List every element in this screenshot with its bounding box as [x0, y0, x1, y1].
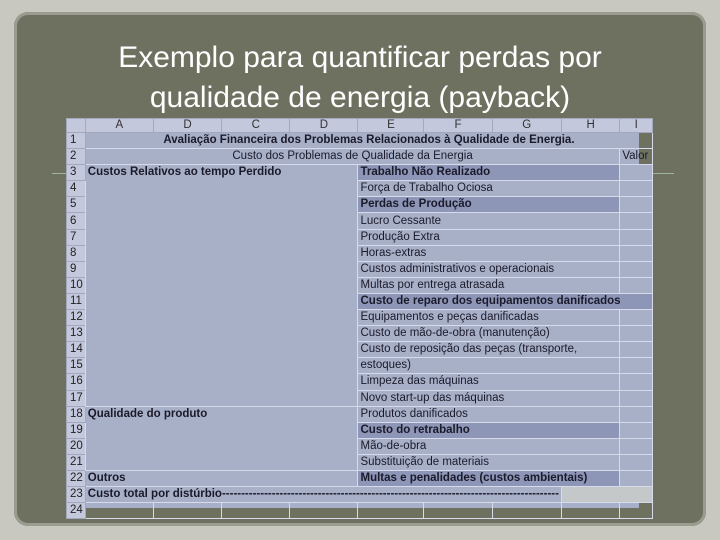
row-number[interactable]: 1 — [67, 133, 86, 149]
item-cell[interactable]: Equipamentos e peças danificadas — [358, 310, 620, 326]
value-cell[interactable] — [620, 197, 653, 213]
value-cell[interactable] — [620, 390, 653, 406]
row-number[interactable]: 18 — [67, 406, 86, 422]
total-value-cell[interactable] — [561, 487, 652, 503]
value-cell[interactable] — [620, 454, 653, 470]
corner-cell[interactable] — [67, 119, 86, 133]
row-number[interactable]: 4 — [67, 181, 86, 197]
value-cell[interactable] — [620, 326, 653, 342]
title-line-1: Exemplo para quantificar perdas por — [118, 41, 602, 74]
value-cell[interactable] — [620, 261, 653, 277]
value-cell[interactable] — [620, 245, 653, 261]
spreadsheet — [66, 118, 649, 517]
category-other[interactable]: Outros — [85, 470, 358, 486]
cell[interactable] — [492, 503, 561, 519]
row-number[interactable]: 23 — [67, 487, 86, 503]
item-cell[interactable]: Trabalho Não Realizado — [358, 165, 620, 181]
value-cell[interactable] — [620, 229, 653, 245]
row-number[interactable]: 10 — [67, 277, 86, 293]
column-header-row — [67, 119, 653, 133]
row-number[interactable]: 15 — [67, 358, 86, 374]
value-cell[interactable] — [620, 374, 653, 390]
item-cell[interactable]: Produção Extra — [358, 229, 620, 245]
item-cell[interactable]: Lucro Cessante — [358, 213, 620, 229]
item-cell[interactable]: Custos administrativos e operacionais — [358, 261, 620, 277]
row-number[interactable]: 9 — [67, 261, 86, 277]
row-number[interactable]: 3 — [67, 165, 86, 181]
row-number[interactable]: 24 — [67, 503, 86, 519]
spreadsheet-table — [66, 118, 653, 519]
col-header[interactable]: D — [153, 119, 221, 133]
item-cell[interactable]: Custo de mão-de-obra (manutenção) — [358, 326, 620, 342]
row-number[interactable]: 5 — [67, 197, 86, 213]
sheet-heading[interactable]: Avaliação Financeira dos Problemas Relacionados à Qualidade de Energia. — [85, 133, 652, 149]
item-cell[interactable]: Produtos danificados — [358, 406, 620, 422]
row-number[interactable]: 13 — [67, 326, 86, 342]
value-cell[interactable] — [620, 165, 653, 181]
row-number[interactable]: 11 — [67, 293, 86, 309]
cell[interactable] — [561, 503, 619, 519]
value-header[interactable]: Valor — [620, 149, 653, 165]
row-number[interactable]: 14 — [67, 342, 86, 358]
table-row — [67, 406, 653, 422]
cell[interactable] — [620, 503, 653, 519]
item-cell[interactable]: Multas e penalidades (custos ambientais) — [358, 470, 620, 486]
category-time-lost[interactable]: Custos Relativos ao tempo Perdido — [85, 165, 358, 406]
row-number[interactable]: 6 — [67, 213, 86, 229]
value-cell[interactable] — [620, 213, 653, 229]
table-row — [67, 133, 653, 149]
row-number[interactable]: 8 — [67, 245, 86, 261]
cell[interactable] — [85, 503, 153, 519]
item-cell[interactable]: Força de Trabalho Ociosa — [358, 181, 620, 197]
col-header[interactable]: F — [424, 119, 492, 133]
title-line-2: qualidade de energia (payback) — [149, 81, 571, 114]
cell[interactable] — [153, 503, 221, 519]
table-row — [67, 470, 653, 486]
cell[interactable] — [290, 503, 358, 519]
value-cell[interactable] — [620, 438, 653, 454]
category-product-quality[interactable]: Qualidade do produto — [85, 406, 358, 470]
value-cell[interactable] — [620, 358, 653, 374]
table-row — [67, 503, 653, 519]
cell[interactable] — [222, 503, 290, 519]
row-number[interactable]: 2 — [67, 149, 86, 165]
cell[interactable] — [424, 503, 492, 519]
value-cell[interactable] — [620, 406, 653, 422]
row-number[interactable]: 17 — [67, 390, 86, 406]
col-header[interactable]: C — [222, 119, 290, 133]
col-header[interactable]: D — [290, 119, 358, 133]
cell[interactable] — [358, 503, 424, 519]
value-cell[interactable] — [620, 310, 653, 326]
row-number[interactable]: 7 — [67, 229, 86, 245]
col-header[interactable]: I — [620, 119, 653, 133]
item-cell[interactable]: Perdas de Produção — [358, 197, 620, 213]
row-number[interactable]: 21 — [67, 454, 86, 470]
value-cell[interactable] — [620, 470, 653, 486]
item-cell[interactable]: Mão-de-obra — [358, 438, 620, 454]
sheet-subheading[interactable]: Custo dos Problemas de Qualidade da Energia — [85, 149, 620, 165]
item-cell[interactable]: Custo de reposição das peças (transporte, — [358, 342, 620, 358]
row-number[interactable]: 20 — [67, 438, 86, 454]
value-cell[interactable] — [620, 342, 653, 358]
item-cell[interactable]: Horas-extras — [358, 245, 620, 261]
row-number[interactable]: 22 — [67, 470, 86, 486]
col-header[interactable]: G — [492, 119, 561, 133]
value-cell[interactable] — [620, 181, 653, 197]
table-row — [67, 487, 653, 503]
item-cell[interactable]: estoques) — [358, 358, 620, 374]
item-cell[interactable]: Custo do retrabalho — [358, 422, 620, 438]
table-row — [67, 149, 653, 165]
row-number[interactable]: 12 — [67, 310, 86, 326]
table-row — [67, 165, 653, 181]
item-cell[interactable]: Limpeza das máquinas — [358, 374, 620, 390]
item-cell[interactable]: Novo start-up das máquinas — [358, 390, 620, 406]
col-header[interactable]: E — [358, 119, 424, 133]
item-cell[interactable]: Substituição de materiais — [358, 454, 620, 470]
col-header[interactable]: A — [85, 119, 153, 133]
col-header[interactable]: H — [561, 119, 619, 133]
value-cell[interactable] — [620, 277, 653, 293]
item-cell[interactable]: Multas por entrega atrasada — [358, 277, 620, 293]
row-number[interactable]: 16 — [67, 374, 86, 390]
slide-title — [0, 38, 720, 118]
row-number[interactable]: 19 — [67, 422, 86, 438]
item-cell[interactable]: Custo de reparo dos equipamentos danificados — [358, 293, 653, 309]
value-cell[interactable] — [620, 422, 653, 438]
total-label[interactable]: Custo total por distúrbio---------------------------------------------------------------------------------------- — [85, 487, 561, 503]
